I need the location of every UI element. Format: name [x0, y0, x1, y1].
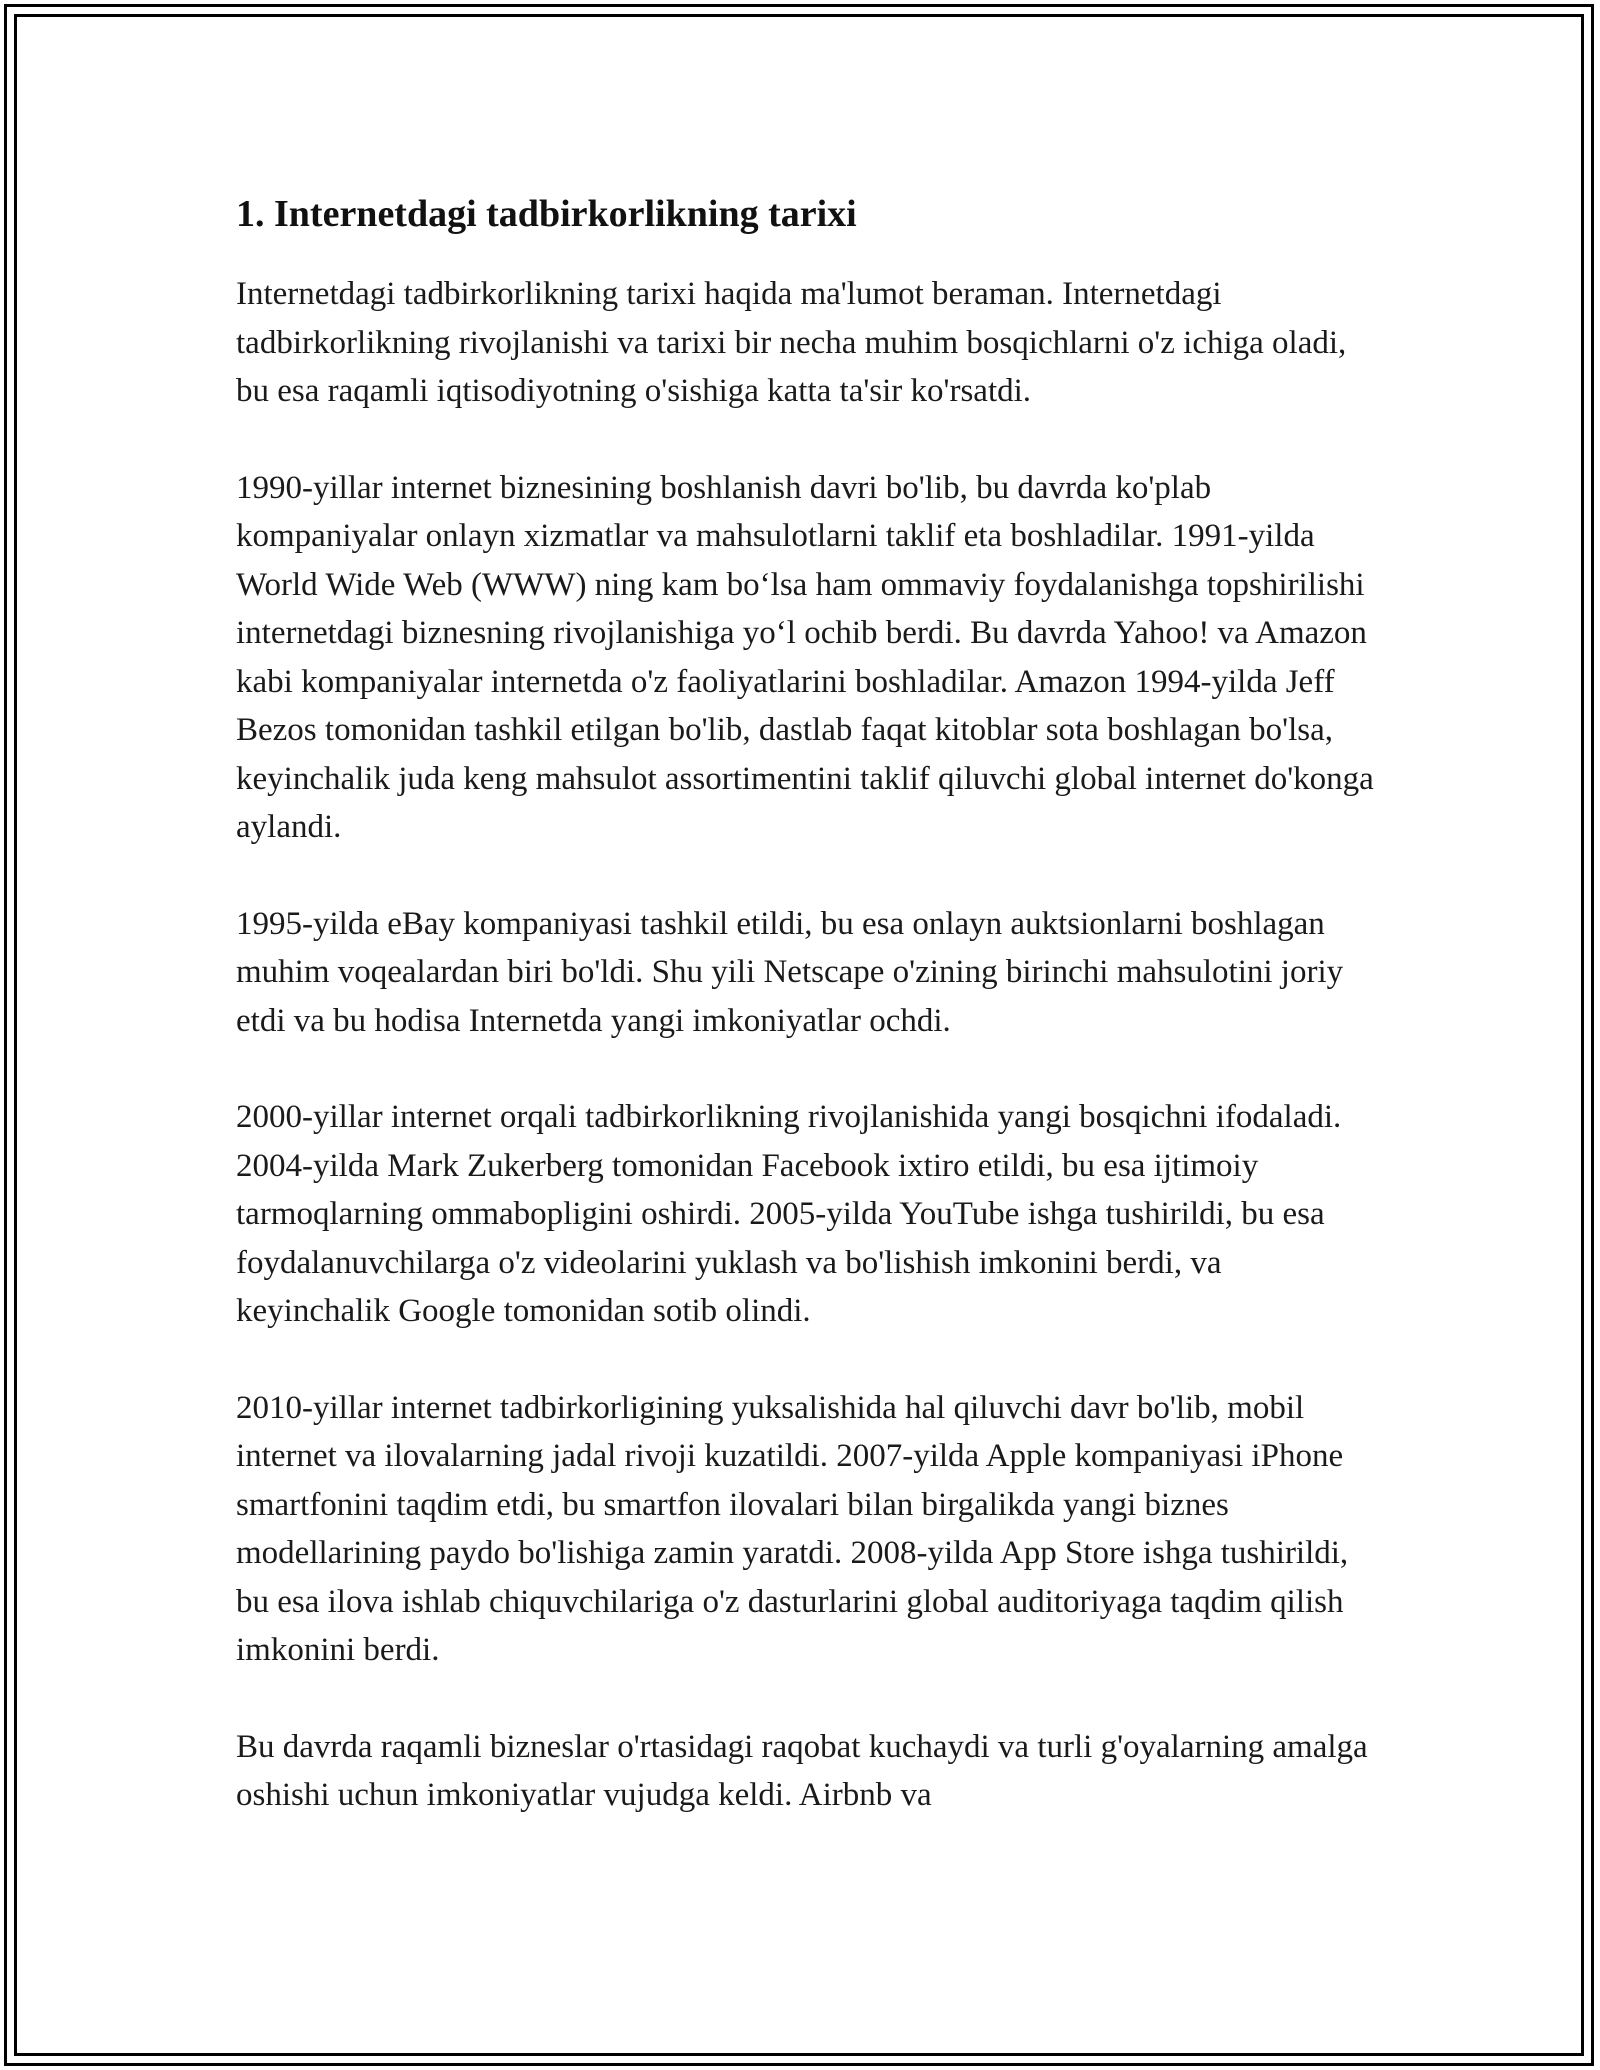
- paragraph-2010s: 2010-yillar internet tadbirkorligining yuksalishida hal qiluvchi davr bo'lib, mobil internet va ilovalarning jadal rivoji kuzatildi. 2007-yilda Apple kompaniyasi iPhone smartfonini taqdim etdi, bu smartfon ilovalari bilan birgalikda yangi biznes modellarining paydo bo'lishiga zamin yaratdi. 2008-yilda App Store ishga tushirildi, bu esa ilova ishlab chiquvchilariga o'z dasturlarini global auditoriyaga taqdim qilish imkonini berdi.: [236, 1389, 1349, 1668]
- document-body: [236, 186, 1376, 1820]
- paragraph-intro: Internetdagi tadbirkorlikning tarixi haqida ma'lumot beraman. Internetdagi tadbirkorlikning rivojlanishi va tarixi bir necha muhim bosqichlarni o'z ichiga oladi, bu esa raqamli iqtisodiyotning o'sishiga katta ta'sir ko'rsatdi.: [236, 276, 1347, 409]
- paragraph-2000s: 2000-yillar internet orqali tadbirkorlikning rivojlanishida yangi bosqichni ifodaladi. 2004-yilda Mark Zukerberg tomonidan Facebook ixtiro etildi, bu esa ijtimoiy tarmoqlarning ommabopligini oshirdi. 2005-yilda YouTube ishga tushirildi, bu esa foydalanuvchilarga o'z videolarini yuklash va bo'lishish imkonini berdi, va keyinchalik Google tomonidan sotib olindi.: [236, 1099, 1342, 1329]
- section-heading: 1. Internetdagi tadbirkorlikning tarixi: [236, 193, 857, 235]
- paragraph-1995: 1995-yilda eBay kompaniyasi tashkil etildi, bu esa onlayn auktsionlarni boshlagan muhim voqealardan biri bo'ldi. Shu yili Netscape o'zining birinchi mahsulotini joriy etdi va bu hodisa Internetda yangi imkoniyatlar ochdi.: [236, 905, 1344, 1039]
- paragraph-competition: Bu davrda raqamli bizneslar o'rtasidagi raqobat kuchaydi va turli g'oyalarning amalga oshishi uchun imkoniyatlar vujudga keldi. Airbnb va: [236, 1728, 1368, 1813]
- paragraph-1990s: 1990-yillar internet biznesining boshlanish davri bo'lib, bu davrda ko'plab kompaniyalar onlayn xizmatlar va mahsulotlarni taklif eta boshladilar. 1991-yilda World Wide Web (WWW) ning kam bo‘lsa ham ommaviy foydalanishga topshirilishi internetdagi biznesning rivojlanishiga yo‘l ochib berdi. Bu davrda Yahoo! va Amazon kabi kompaniyalar internetda o'z faoliyatlarini boshladilar. Amazon 1994-yilda Jeff Bezos tomonidan tashkil etilgan bo'lib, dastlab faqat kitoblar sota boshlagan bo'lsa, keyinchalik juda keng mahsulot assortimentini taklif qiluvchi global internet do'konga aylandi.: [236, 469, 1374, 845]
